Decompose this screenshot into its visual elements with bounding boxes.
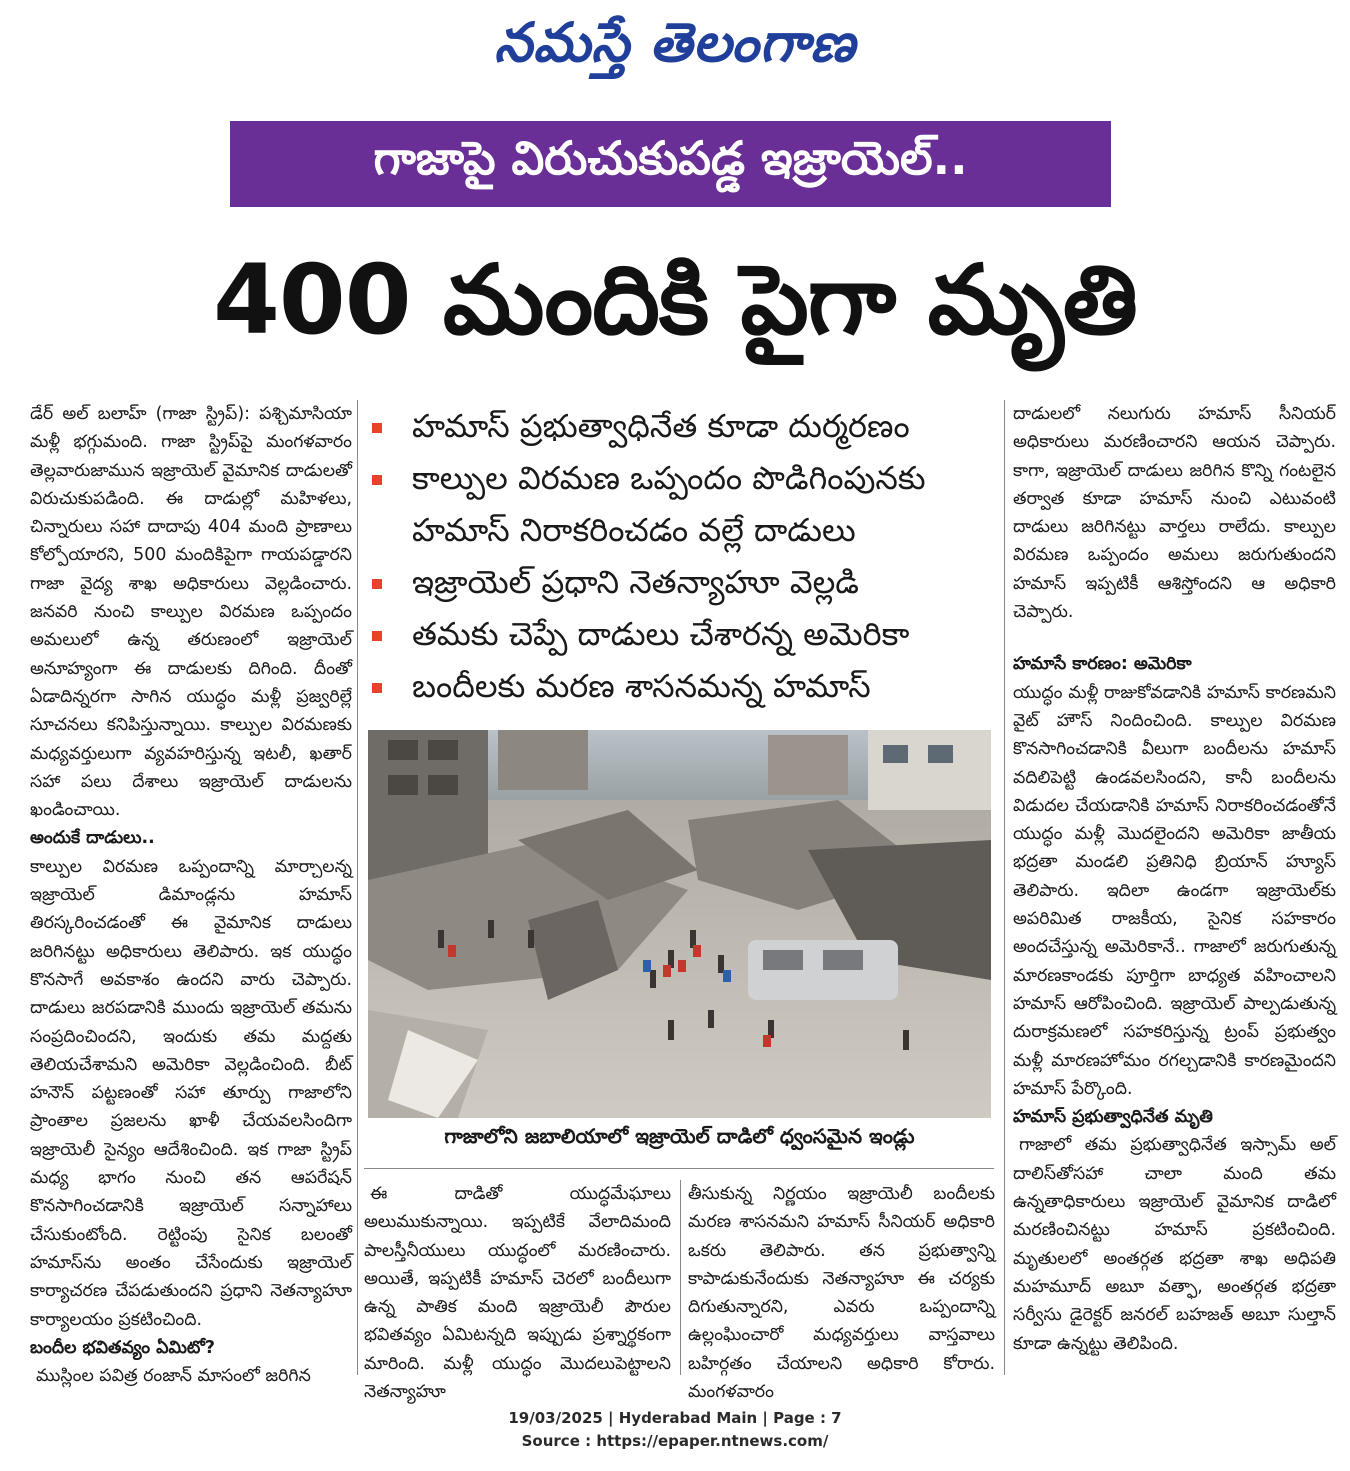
body-paragraph: కాల్పుల విరమణ ఒప్పందాన్ని మార్చాలన్న ఇజ్రాయెల్ డిమాండ్లను హమాస్ తిరస్కరించడంతో ఈ వైమానిక దాడులు జరిగినట్టు అధికారులు తెలిపారు. ఇక యుద్ధం కొనసాగే అవకాశం ఉందని వారు చెప్పారు. దాడులు జరపడానికి ముందు ఇజ్రాయెల్ తమను సంప్రదించిందని, ఇందుకు తమ మద్దతు తెలియచేశామని అమెరికా వెల్లడించింది. బీట్ హనౌన్ పట్టణంతో సహా తూర్పు గాజాలోని ప్రాంతాల ప్రజలను ఖాళీ చేయవలసిందిగా ఇజ్రాయెలీ సైన్యం ఆదేశించింది. ఇక గాజా స్ట్రిప్ మధ్య భాగం నుంచి తన ఆపరేషన్ కొనసాగించడానికి ఇజ్రాయెల్ సన్నాహాలు చేసుకుంటోంది. రెట్టింపు సైనిక బలంతో హమాస్‌ను అంతం చేసేందుకు ఇజ్రాయెల్ కార్యాచరణ చేపడుతుందని ప్రధాని నెతన్యాహూ కార్యాలయం ప్రకటించింది. bbox=[30, 856, 352, 1330]
news-photo-rubble bbox=[368, 730, 991, 1118]
story-kicker: గాజాపై విరుచుకుపడ్డ ఇజ్రాయెల్.. bbox=[230, 121, 1111, 207]
subheading: హమాస్ ప్రభుత్వాధినేత మృతి bbox=[1013, 1107, 1213, 1128]
caption-divider bbox=[364, 1168, 994, 1169]
body-paragraph: గాజాలో తమ ప్రభుత్వాధినేత ఇస్సామ్ అల్ దాలిస్‌తోసహా చాలా మంది తమ ఉన్నతాధికారులు ఇజ్రాయెల్ వైమానిక దాడిలో మరణించినట్టు హమాస్ ప్రకటించింది. మృతులలో అంతర్గత భద్రతా శాఖ అధిపతి మహమూద్ అబూ వత్ఫా, అంతర్గత భద్రతా సర్వీసు డైరెక్టర్ జనరల్ బహజత్ అబూ సుల్తాన్ కూడా ఉన్నట్టు తెలిపింది. bbox=[1013, 1135, 1336, 1354]
subheading: హమాసే కారణం: అమెరికా bbox=[1013, 654, 1192, 675]
subheading: అందుకే దాడులు.. bbox=[30, 828, 155, 849]
highlight-item: కాల్పుల విరమణ ఒప్పందం పొడిగింపునకు హమాస్ నిరాకరించడం వల్లే దాడులు bbox=[368, 452, 998, 556]
bullet-square-icon bbox=[372, 683, 382, 693]
highlights-list bbox=[368, 400, 998, 712]
article-column-2b bbox=[688, 1180, 995, 1406]
column-divider bbox=[680, 1180, 681, 1375]
highlight-item: హమాస్ ప్రభుత్వాధినేత కూడా దుర్మరణం bbox=[368, 400, 998, 452]
article-column-2a bbox=[364, 1180, 671, 1406]
bullet-square-icon bbox=[372, 631, 382, 641]
source-url: Source : https://epaper.ntnews.com/ bbox=[521, 1432, 829, 1450]
article-column-1 bbox=[30, 400, 352, 1390]
highlight-item: బందీలకు మరణ శాసనమన్న హమాస్ bbox=[368, 660, 998, 712]
bullet-square-icon bbox=[372, 475, 382, 485]
bullet-square-icon bbox=[372, 579, 382, 589]
highlight-item: ఇజ్రాయెల్ ప్రధాని నెతన్యాహూ వెల్లడి bbox=[368, 556, 998, 608]
highlight-item: తమకు చెప్పే దాడులు చేశారన్న అమెరికా bbox=[368, 608, 998, 660]
article-column-3 bbox=[1013, 400, 1336, 1358]
body-paragraph: ముస్లింల పవిత్ర రంజాన్ మాసంలో జరిగిన bbox=[36, 1366, 311, 1387]
body-paragraph: డేర్ అల్ బలాహ్ (గాజా స్ట్రిప్): పశ్చిమాసియా మళ్లీ భగ్గుమంది. గాజా స్ట్రిప్‌పై మంగళవారం తెల్లవారుజామున ఇజ్రాయెల్ వైమానిక దాడులతో విరుచుకుపడింది. ఈ దాడుల్లో మహిళలు, చిన్నారులు సహా దాదాపు 404 మంది ప్రాణాలు కోల్పోయారని, 500 మందికిపైగా గాయపడ్డారని గాజా వైద్య శాఖ అధికారులు వెల్లడించారు. జనవరి నుంచి కాల్పుల విరమణ ఒప్పందం అమలులో ఉన్న తరుణంలో ఇజ్రాయెల్ అనూహ్యంగా ఈ దాడులకు దిగింది. దీంతో ఏడాదిన్నరగా సాగిన యుద్ధం మళ్లీ ప్రజ్వరిల్లే సూచనలు కనిపిస్తున్నాయి. కాల్పుల విరమణకు మధ్యవర్తులుగా వ్యవహరిస్తున్న ఇటలీ, ఖతార్ సహా పలు దేశాలు ఇజ్రాయెల్ దాడులను ఖండించాయి. bbox=[30, 404, 352, 821]
story-headline: 400 మందికి పైగా మృతి bbox=[213, 244, 1137, 356]
column-divider bbox=[357, 400, 358, 1375]
body-paragraph: ఈ దాడితో యుద్ధమేఘాలు అలుముకున్నాయి. ఇప్పటికే వేలాదిమంది పాలస్తీనీయులు యుద్ధంలో మరణించారు. అయితే, ఇప్పటికీ హమాస్ చెరలో బందీలుగా ఉన్న పాతిక మంది ఇజ్రాయెలీ పౌరుల భవితవ్యం ఏమిటన్నది ఇప్పుడు ప్రశ్నార్థకంగా మారింది. మళ్లీ యుద్ధం మొదలుపెట్టాలని నెతన్యాహూ bbox=[364, 1184, 671, 1403]
newspaper-masthead: నమస్తే తెలంగాణ bbox=[494, 10, 856, 74]
body-paragraph: దాడులలో నలుగురు హమాస్ సీనియర్ అధికారులు మరణించారని ఆయన చెప్పారు. కాగా, ఇజ్రాయెల్ దాడులు జరిగిన కొన్ని గంటలైన తర్వాత కూడా హమాస్ నుంచి ఎటువంటి దాడులు జరిగినట్టు వార్తలు రాలేదు. కాల్పుల విరమణ ఒప్పందం అమలు జరుగుతుందని హమాస్ ఇప్పటికీ ఆశిస్తోందని ఆ అధికారి చెప్పారు. bbox=[1013, 404, 1336, 623]
photo-caption: గాజాలోని జబాలియాలో ఇజ్రాయెల్ దాడిలో ధ్వంసమైన ఇండ్లు bbox=[444, 1124, 915, 1148]
page-info: 19/03/2025 | Hyderabad Main | Page : 7 bbox=[508, 1409, 842, 1427]
subheading: బందీల భవితవ్యం ఏమిటో? bbox=[30, 1337, 215, 1358]
column-divider bbox=[1004, 400, 1005, 1375]
bullet-square-icon bbox=[372, 423, 382, 433]
body-paragraph: యుద్ధం మళ్లీ రాజుకోవడానికి హమాస్ కారణమని వైట్ హౌస్ నిందించింది. కాల్పుల విరమణ కొనసాగించడానికి వీలుగా బందీలను హమాస్ వదిలిపెట్టి ఉండవలసిందని, కానీ బందీలను విడుదల చేయడానికి హమాస్ నిరాకరించడంతోనే యుద్ధం మళ్లీ మొదలైందని అమెరికా జాతీయ భద్రతా మండలి ప్రతినిధి బ్రియాన్ హ్యూస్ తెలిపారు. ఇదిలా ఉండగా ఇజ్రాయెల్‌కు అపరిమిత రాజకీయ, సైనిక సహకారం అందచేస్తున్న అమెరికానే.. గాజాలో జరుగుతున్న మారణకాండకు పూర్తిగా బాధ్యత వహించాలని హమాస్ ఆరోపించింది. ఇజ్రాయెల్ పాల్పడుతున్న దురాక్రమణలో సహకరిస్తున్న ట్రంప్ ప్రభుత్వం మళ్లీ మారణహోమం రగల్చడానికి కారణమైందని హమాస్ పేర్కొంది. bbox=[1013, 682, 1336, 1099]
body-paragraph: తీసుకున్న నిర్ణయం ఇజ్రాయెలీ బందీలకు మరణ శాసనమని హమాస్ సీనియర్ అధికారి ఒకరు తెలిపారు. తన ప్రభుత్వాన్ని కాపాడుకునేందుకు నెతన్యాహూ ఈ చర్యకు దిగుతున్నారని, ఎవరు ఒప్పందాన్ని ఉల్లంఘించారో మధ్యవర్తులు వాస్తవాలు బహిర్గతం చేయాలని అధికారి కోరారు. మంగళవారం bbox=[688, 1184, 995, 1403]
